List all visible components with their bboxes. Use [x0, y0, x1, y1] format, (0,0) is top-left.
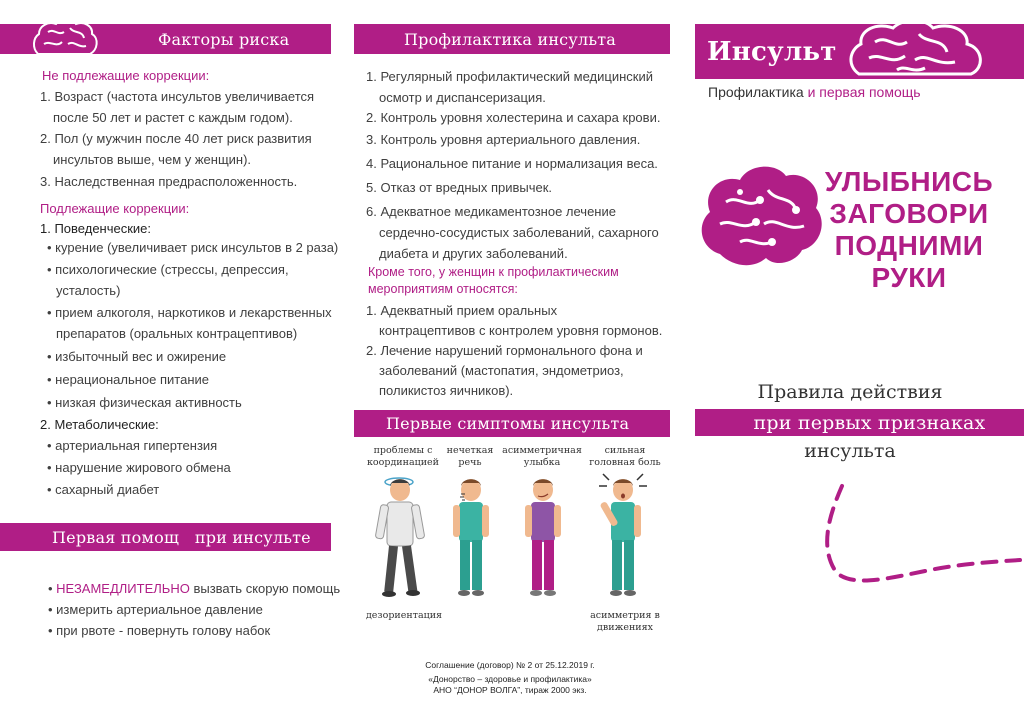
first-aid-header	[0, 523, 331, 551]
risk-line: после 50 лет и растет с каждым годом).	[53, 110, 293, 125]
symptom-label-smile: асимметричная улыбка	[502, 445, 582, 468]
first-aid-line: • измерить артериальное давление	[48, 602, 263, 617]
slogan: УЛЫБНИСЬ ЗАГОВОРИ ПОДНИМИ РУКИ	[824, 166, 994, 293]
behav-line: усталость)	[56, 283, 121, 298]
prev-line: диабета и других заболеваний.	[379, 246, 568, 261]
dashed-path-decoration	[800, 478, 1024, 586]
rules-line-2: при первых признаках	[753, 411, 986, 434]
prevention-header	[354, 24, 670, 54]
first-aid-title: Первая помощ при инсульте	[52, 527, 311, 547]
noncorrect-label: Не подлежащие коррекции:	[42, 68, 210, 83]
prev-line: 5. Отказ от вредных привычек.	[366, 180, 553, 195]
behav-line: • курение (увеличивает риск инсультов в 2 раза)	[47, 240, 339, 255]
figure-coordination-illustration	[375, 472, 425, 600]
prev-line: 2. Контроль уровня холестерина и сахара крови.	[366, 110, 661, 125]
rules-line-3: инсульта	[804, 440, 896, 462]
cover-title: Инсульт	[707, 36, 837, 67]
symptom-label-movement: асимметрия в движениях	[590, 610, 660, 633]
risk-factors-header	[0, 24, 331, 54]
urgent-word: НЕЗАМЕДЛИТЕЛЬНО	[56, 581, 190, 596]
urgent-rest: вызвать скорую помощь	[189, 581, 341, 596]
first-aid-line: • при рвоте - повернуть голову набок	[48, 623, 271, 638]
women-line: 2. Лечение нарушений гормонального фона и	[366, 343, 643, 358]
women-label: Кроме того, у женщин к профилактическим	[368, 265, 619, 279]
metab-line: • сахарный диабет	[47, 482, 160, 497]
behav-line: • психологические (стрессы, депрессия,	[47, 262, 289, 277]
risk-line: 3. Наследственная предрасположенность.	[40, 174, 298, 189]
risk-line: 2. Пол (у мужчин после 40 лет риск развития	[40, 131, 312, 146]
behav-heading: 1. Поведенческие:	[40, 221, 152, 236]
symptoms-title: Первые симптомы инсульта	[386, 414, 630, 433]
prev-line: осмотр и диспансеризация.	[379, 90, 546, 105]
correct-label: Подлежащие коррекции:	[40, 201, 190, 216]
first-aid-line-urgent: • НЕЗАМЕДЛИТЕЛЬНО вызвать скорую помощь	[48, 581, 341, 596]
rules-line-1: Правила действия	[757, 381, 943, 403]
behav-line: • нерациональное питание	[47, 372, 209, 387]
risk-line: инсультов выше, чем у женщин).	[53, 152, 252, 167]
metab-line: • артериальная гипертензия	[47, 438, 218, 453]
women-label: мероприятиям относятся:	[368, 282, 518, 296]
risk-line: 1. Возраст (частота инсультов увеличивается	[40, 89, 315, 104]
symptom-label-headache: сильная головная боль	[589, 445, 661, 468]
footer-agreement: Соглашение (договор) № 2 от 25.12.2019 г. «Донорство – здоровье и профилактика» АНО “ДОНОР ВОЛГА”, тираж 2000 экз.	[425, 660, 595, 695]
symptom-label-coordination: проблемы с координацией	[366, 445, 440, 468]
prev-line: 4. Рациональное питание и нормализация веса.	[366, 156, 658, 171]
women-line: поликистоз яичников).	[379, 383, 514, 398]
metab-line: • нарушение жирового обмена	[47, 460, 231, 475]
brain-icon	[696, 162, 826, 272]
figure-headache-illustration	[595, 466, 655, 600]
prev-line: сердечно-сосудистых заболеваний, сахарного	[379, 225, 659, 240]
symptom-label-speech: нечеткая речь	[446, 445, 494, 468]
behav-line: • избыточный вес и ожирение	[47, 349, 227, 364]
cover-title-band	[695, 24, 1024, 79]
symptoms-header	[354, 410, 670, 437]
behav-line: • прием алкоголя, наркотиков и лекарственных	[47, 305, 332, 320]
prev-line: 3. Контроль уровня артериального давления.	[366, 132, 641, 147]
brain-outline-icon	[845, 20, 995, 82]
behav-line: препаратов (оральных контрацептивов)	[56, 326, 298, 341]
women-line: 1. Адекватный прием оральных	[366, 303, 558, 318]
rules-band	[695, 409, 1024, 436]
prev-line: 6. Адекватное медикаментозное лечение	[366, 204, 616, 219]
behav-line: • низкая физическая активность	[47, 395, 242, 410]
risk-factors-title: Факторы риска	[158, 29, 290, 49]
figure-speech-illustration	[449, 472, 493, 600]
metab-heading: 2. Метаболические:	[40, 417, 159, 432]
figure-smile-illustration	[521, 472, 565, 600]
symptom-label-disorientation: дезориентация	[365, 610, 443, 621]
brain-outline-icon	[30, 18, 100, 60]
women-line: заболеваний (мастопатия, эндометриоз,	[379, 363, 624, 378]
prevention-title: Профилактика инсульта	[404, 29, 617, 49]
prev-line: 1. Регулярный профилактический медицинский	[366, 69, 653, 84]
cover-subtitle: Профилактика и первая помощь	[708, 84, 921, 100]
women-line: контрацептивов с контролем уровня гормонов.	[379, 323, 663, 338]
